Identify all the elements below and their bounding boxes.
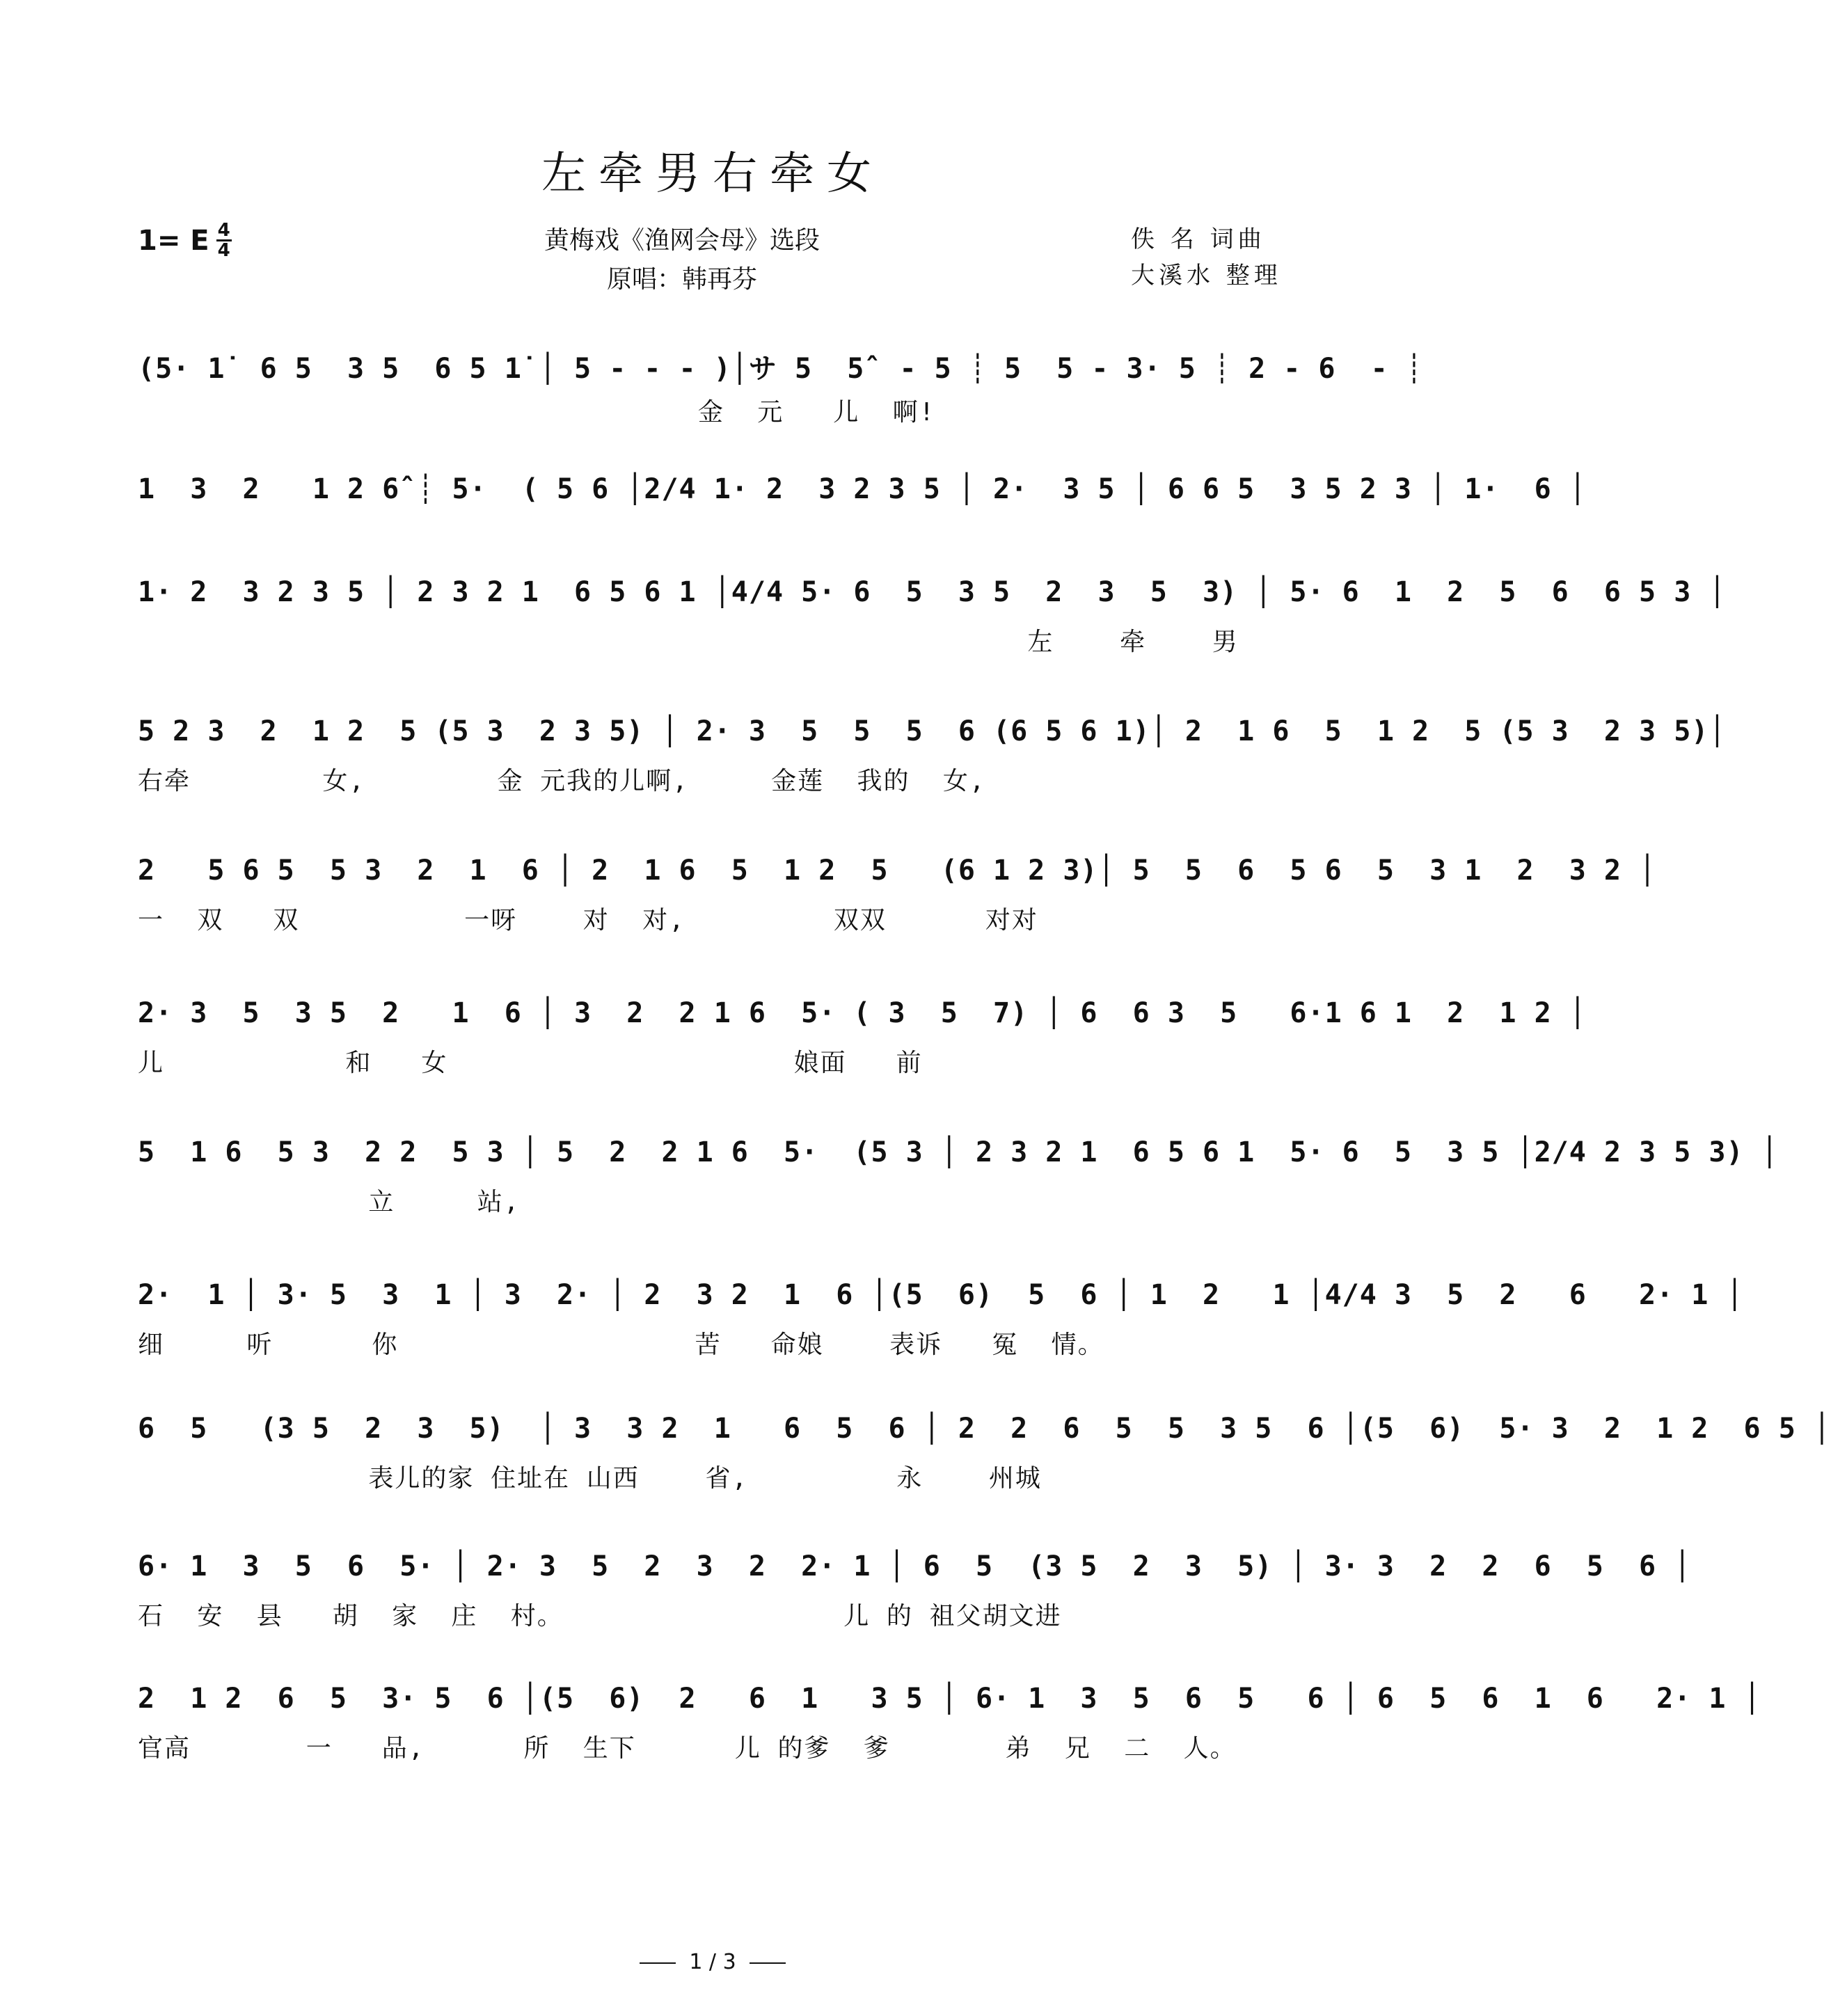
lyrics: 立 站, [138, 1188, 521, 1216]
melody: 2 5 6 5 5 3 2 1 6 │ 2 1 6 5 1 2 5 (6 1 2 3)│ 5 5 6 5 6 5 3 1 2 3 2 │ [138, 855, 1657, 887]
key-signature [138, 221, 232, 260]
melody: (5· 1̇ 6 5 3 5 6 5 1̇ │ 5 - - - )│サ 5 5̂ - 5 ┊ 5 5 - 3· 5 ┊ 2 - 6 - ┊ [138, 353, 1423, 385]
time-bottom: 4 [217, 240, 230, 261]
melody: 5 2 3 2 1 2 5 (5 3 2 3 5) │ 2· 3 5 5 5 6 (6 5 6 1)│ 2 1 6 5 1 2 5 (5 3 2 3 5)│ [138, 715, 1727, 747]
melody: 5 1 6 5 3 2 2 5 3 │ 5 2 2 1 6 5· (5 3 │ 2 3 2 1 6 5 6 1 5· 6 5 3 5 │2/4 2 3 5 3) │ [138, 1136, 1779, 1168]
original-singer: 原唱：韩再芬 [606, 265, 757, 294]
lyrics: 一 双 双 一呀 对 对, 双双 对对 [138, 906, 1038, 935]
lyricist-composer: 佚 名 词曲 [1131, 225, 1266, 253]
lyrics: 儿 和 女 娘面 前 [138, 1049, 923, 1077]
melody: 2· 1 │ 3· 5 3 1 │ 3 2· │ 2 3 2 1 6 │(5 6) 5 6 │ 1 2 1 │4/4 3 5 2 6 2· 1 │ [138, 1279, 1744, 1311]
credits [1131, 221, 1282, 294]
subtitle: 黄梅戏《渔网会母》选段 [544, 226, 820, 255]
lyrics: 右牵 女, 金 元我的儿啊, 金莲 我的 女, [138, 767, 986, 795]
lyrics: 金 元 儿 啊! [138, 398, 936, 427]
melody: 6 5 (3 5 2 3 5) │ 3 3 2 1 6 5 6 │ 2 2 6 5 5 3 5 6 │(5 6) 5· 3 2 1 2 6 5 │ [138, 1413, 1831, 1445]
arranger: 大溪水 整理 [1131, 262, 1282, 289]
lyrics: 表儿的家 住址在 山西 省, 永 州城 [138, 1464, 1042, 1493]
divider [640, 1962, 676, 1964]
melody: 1· 2 3 2 3 5 │ 2 3 2 1 6 5 6 1 │4/4 5· 6 5 3 5 2 3 5 3) │ 5· 6 1 2 5 6 6 5 3 │ [138, 576, 1727, 608]
melody: 2 1 2 6 5 3· 5 6 │(5 6) 2 6 1 3 5 │ 6· 1 3 5 6 5 6 │ 6 5 6 1 6 2· 1 │ [138, 1683, 1761, 1715]
song-title: 左牵男右牵女 [541, 148, 884, 200]
lyrics: 左 牵 男 [138, 628, 1239, 656]
melody: 6· 1 3 5 6 5· │ 2· 3 5 2 3 2 2· 1 │ 6 5 (3 5 2 3 5) │ 3· 3 2 2 6 5 6 │ [138, 1550, 1692, 1582]
page-number [0, 1950, 1425, 1974]
source-info [418, 221, 946, 299]
time-signature [216, 221, 232, 260]
lyrics: 石 安 县 胡 家 庄 村。 儿 的 祖父胡文进 [138, 1602, 1062, 1630]
melody: 2· 3 5 3 5 2 1 6 │ 3 2 2 1 6 5· ( 3 5 7) │ 6 6 3 5 6·1 6 1 2 1 2 │ [138, 997, 1587, 1029]
lyrics: 细 听 你 苦 命娘 表诉 冤 情。 [138, 1331, 1104, 1359]
divider [750, 1962, 786, 1964]
time-top: 4 [217, 220, 230, 241]
melody: 1 3 2 1 2 6̂ ┊ 5· ( 5 6 │2/4 1· 2 3 2 3 5 │ 2· 3 5 │ 6 6 5 3 5 2 3 │ 1· 6 │ [138, 473, 1587, 505]
lyrics: 官高 一 品, 所 生下 儿 的爹 爹 弟 兄 二 人。 [138, 1734, 1237, 1763]
key-label: 1= E [138, 224, 209, 257]
page-label: 1 / 3 [689, 1950, 736, 1974]
